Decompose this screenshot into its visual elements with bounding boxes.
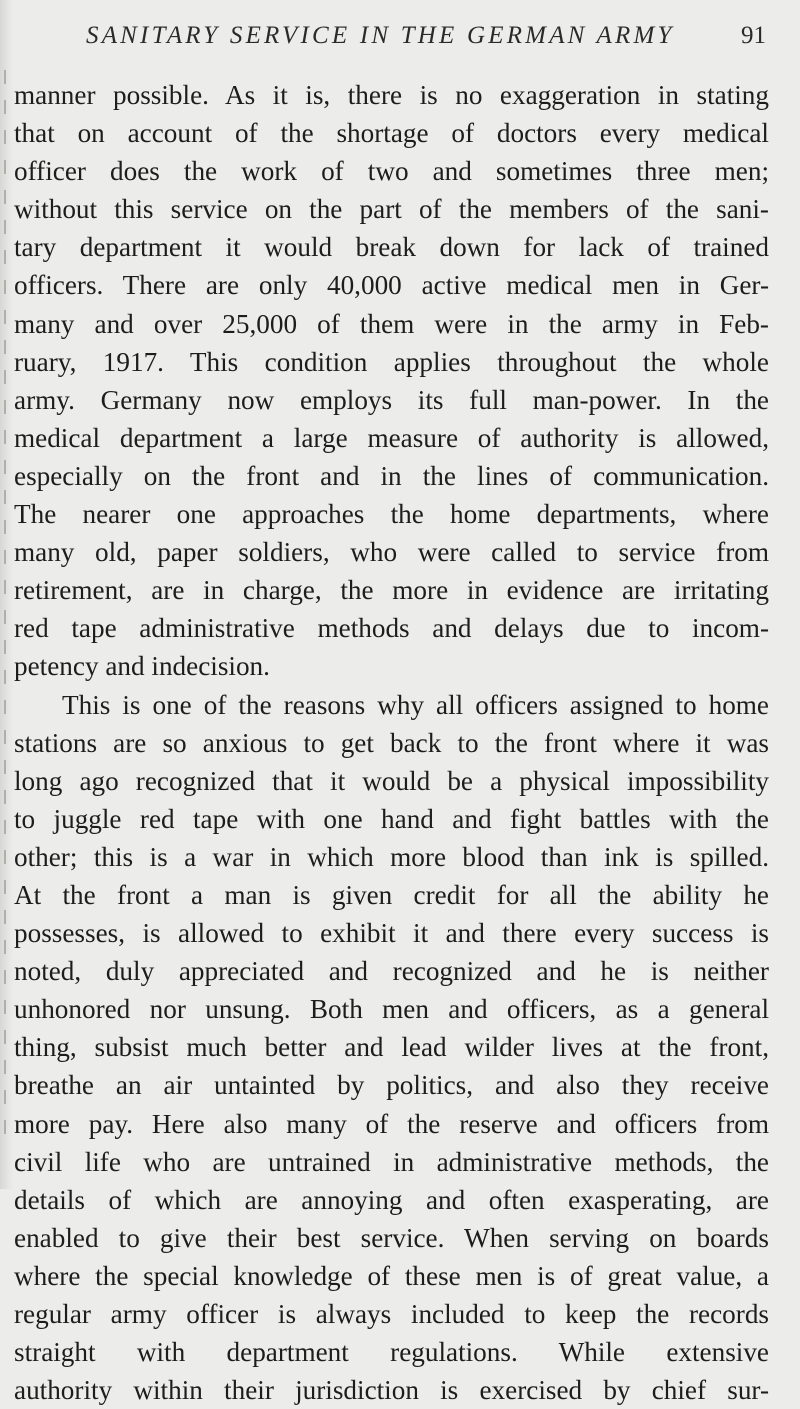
text-line: retirement, are in charge, the more in evidence are irritating	[14, 575, 769, 606]
text-line: especially on the front and in the lines of communication.	[14, 460, 769, 491]
text-line: where the special knowledge of these men is of great value, a	[14, 1260, 769, 1291]
text-line: manner possible. As it is, there is no exaggeration in stating	[14, 80, 769, 110]
text-line: to juggle red tape with one hand and fight battles with the	[14, 803, 769, 834]
text-line: At the front a man is given credit for all the ability he	[14, 879, 769, 910]
text-line: unhonored nor unsung. Both men and officers, as a general	[14, 994, 769, 1025]
text-line: army. Germany now employs its full man-power. In the	[14, 384, 769, 415]
text-line: long ago recognized that it would be a physical impossibility	[14, 765, 769, 796]
text-line: noted, duly appreciated and recognized and he is neither	[14, 956, 769, 987]
running-head	[86, 22, 766, 62]
binding-edge	[4, 70, 6, 1150]
text-line: red tape administrative methods and delays due to incom-	[14, 613, 769, 644]
text-line: details of which are annoying and often exasperating, are	[14, 1184, 769, 1215]
running-title: SANITARY SERVICE IN THE GERMAN ARMY	[86, 22, 675, 49]
text-line: straight with department regulations. While extensive	[14, 1337, 769, 1368]
text-line: other; this is a war in which more blood than ink is spilled.	[14, 841, 769, 872]
text-line: many old, paper soldiers, who were called to service from	[14, 537, 769, 568]
text-line: officers. There are only 40,000 active medical men in Ger-	[14, 270, 769, 301]
text-line: stations are so anxious to get back to the front where it was	[14, 727, 769, 758]
text-line: breathe an air untainted by politics, and also they receive	[14, 1070, 769, 1101]
text-line: officer does the work of two and sometimes three men;	[14, 156, 769, 187]
page-number: 91	[741, 22, 766, 49]
binding-gutter	[0, 0, 14, 1189]
text-line: possesses, is allowed to exhibit it and there every success is	[14, 918, 769, 949]
text-line: medical department a large measure of authority is allowed,	[14, 422, 769, 453]
text-line: that on account of the shortage of doctors every medical	[14, 118, 769, 149]
text-line: ruary, 1917. This condition applies throughout the whole	[14, 346, 769, 377]
text-line: without this service on the part of the members of the sani-	[14, 194, 769, 225]
text-line: civil life who are untrained in administrative methods, the	[14, 1146, 769, 1177]
text-line-paragraph-start: This is one of the reasons why all officers assigned to home	[62, 689, 769, 720]
text-line: many and over 25,000 of them were in the army in Feb-	[14, 308, 769, 339]
text-line: The nearer one approaches the home departments, where	[14, 499, 769, 530]
text-line: thing, subsist much better and lead wilder lives at the front,	[14, 1032, 769, 1063]
text-line: more pay. Here also many of the reserve and officers from	[14, 1108, 769, 1139]
body-text	[14, 76, 769, 1409]
text-line: enabled to give their best service. When serving on boards	[14, 1222, 769, 1253]
text-line: tary department it would break down for lack of trained	[14, 232, 769, 263]
text-line-paragraph-end: petency and indecision.	[14, 651, 270, 682]
text-line: authority within their jurisdiction is exercised by chief sur-	[14, 1375, 769, 1406]
text-line: regular army officer is always included to keep the records	[14, 1299, 769, 1329]
